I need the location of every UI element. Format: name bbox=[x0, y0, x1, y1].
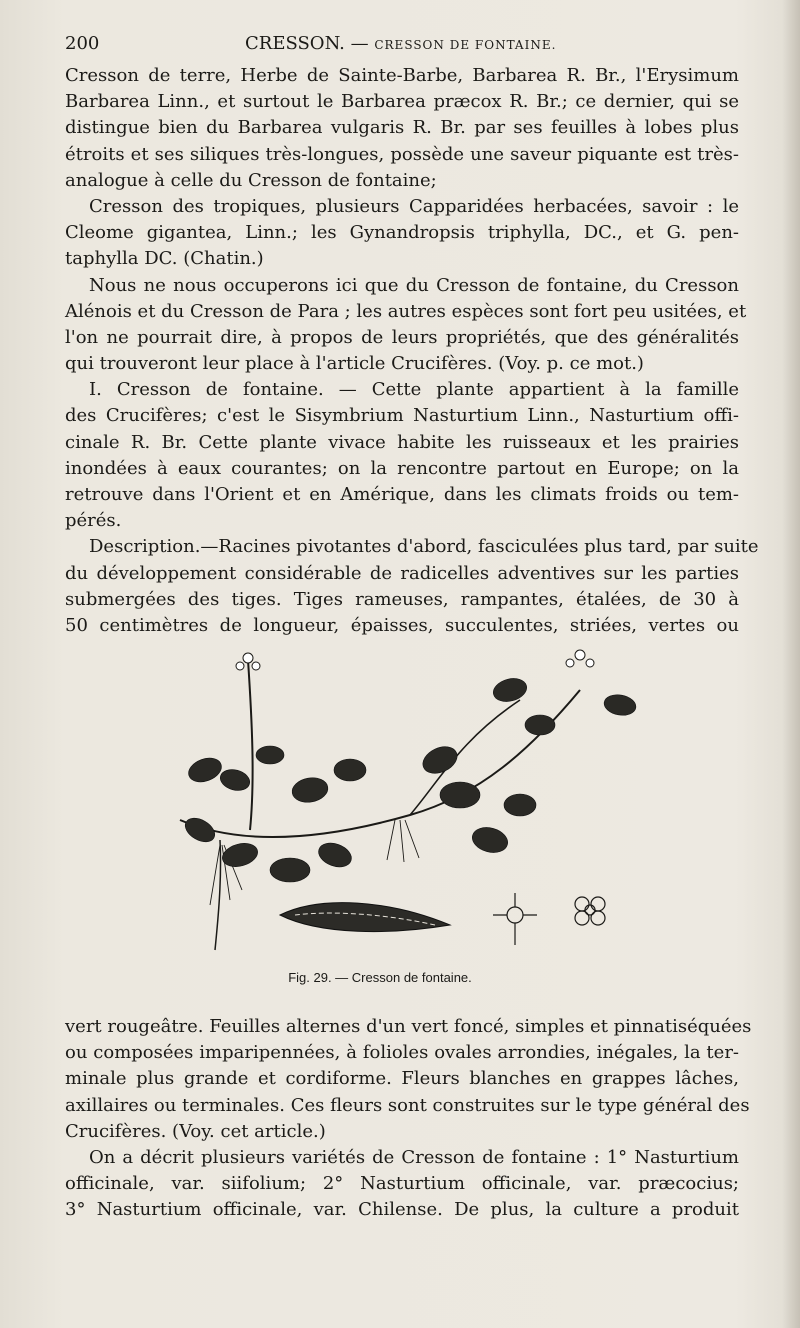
watercress-illustration bbox=[160, 630, 660, 960]
bottom-text-block bbox=[65, 1014, 752, 1224]
running-title-sub: CRESSON DE FONTAINE. bbox=[374, 38, 557, 52]
text-line: vert rougeâtre. Feuilles alternes d'un vert foncé, simples et pinnatiséquées bbox=[65, 1016, 752, 1037]
figure-caption: Fig. 29. — Cresson de fontaine. bbox=[288, 970, 472, 985]
text-line: Nous ne nous occuperons ici que du Cresson de fontaine, du Cresson bbox=[89, 274, 739, 296]
text-line: Barbarea Linn., et surtout le Barbarea præcox R. Br.; ce dernier, qui se bbox=[65, 91, 739, 113]
text-line: Cresson de terre, Herbe de Sainte-Barbe, Barbarea R. Br., l'Erysimum bbox=[65, 65, 739, 86]
page-number: 200 bbox=[65, 33, 100, 54]
text-line: qui trouveront leur place à l'article Crucifères. (Voy. p. ce mot.) bbox=[65, 353, 644, 375]
running-title-dash: — bbox=[344, 33, 375, 54]
text-line: pérés. bbox=[65, 510, 122, 532]
text-line: cinale R. Br. Cette plante vivace habite les ruisseaux et les prairies bbox=[65, 431, 739, 453]
text-line: Cresson des tropiques, plusieurs Capparidées herbacées, savoir : le bbox=[89, 195, 739, 217]
text-line: Cleome gigantea, Linn.; les Gynandropsis triphylla, DC., et G. pen- bbox=[65, 222, 739, 244]
running-title-main: CRESSON. bbox=[245, 33, 345, 54]
text-line: étroits et ses siliques très-longues, possède une saveur piquante est très- bbox=[65, 143, 739, 165]
silique-detail bbox=[280, 903, 450, 932]
running-header bbox=[65, 33, 745, 55]
text-line: minale plus grande et cordiforme. Fleurs blanches en grappes lâches, bbox=[65, 1068, 739, 1090]
text-line: On a décrit plusieurs variétés de Cresson de fontaine : 1° Nasturtium bbox=[89, 1146, 739, 1168]
text-line: des Crucifères; c'est le Sisymbrium Nasturtium Linn., Nasturtium offi- bbox=[65, 405, 739, 427]
upright-stem bbox=[248, 660, 253, 830]
text-line: Alénois et du Cresson de Para ; les autres espèces sont fort peu usitées, et bbox=[65, 300, 747, 322]
flower-detail bbox=[493, 893, 605, 945]
text-line: analogue à celle du Cresson de fontaine; bbox=[65, 169, 437, 191]
text-line: axillaires ou terminales. Ces fleurs sont construites sur le type général des bbox=[65, 1094, 750, 1116]
text-line: Crucifères. (Voy. cet article.) bbox=[65, 1120, 326, 1142]
text-line: 3° Nasturtium officinale, var. Chilense. De plus, la culture a produit bbox=[65, 1199, 739, 1221]
text-line: inondées à eaux courantes; on la rencontre partout en Europe; on la bbox=[65, 457, 739, 479]
text-line: submergées des tiges. Tiges rameuses, rampantes, étalées, de 30 à bbox=[65, 588, 739, 610]
text-line: taphylla DC. (Chatin.) bbox=[65, 248, 264, 270]
text-line: officinale, var. siifolium; 2° Nasturtium officinale, var. præcocius; bbox=[65, 1173, 739, 1195]
section-heading-line: I. Cresson de fontaine. — Cette plante appartient à la famille bbox=[89, 379, 739, 401]
running-title bbox=[245, 33, 556, 54]
text-line: Description.—Racines pivotantes d'abord, fasciculées plus tard, par suite bbox=[89, 536, 759, 558]
top-text-block bbox=[65, 63, 759, 639]
text-line: retrouve dans l'Orient et en Amérique, dans les climats froids ou tem- bbox=[65, 484, 739, 505]
text-line: du développement considérable de radicelles adventives sur les parties bbox=[65, 562, 739, 584]
text-line: l'on ne pourrait dire, à propos de leurs propriétés, que des généralités bbox=[65, 326, 739, 348]
text-line: 50 centimètres de longueur, épaisses, succulentes, striées, vertes ou bbox=[65, 614, 739, 636]
page-edge-shadow bbox=[782, 0, 800, 1328]
text-line: ou composées imparipennées, à folioles ovales arrondies, inégales, la ter- bbox=[65, 1042, 739, 1064]
text-line: distingue bien du Barbarea vulgaris R. Br. par ses feuilles à lobes plus bbox=[65, 117, 739, 139]
